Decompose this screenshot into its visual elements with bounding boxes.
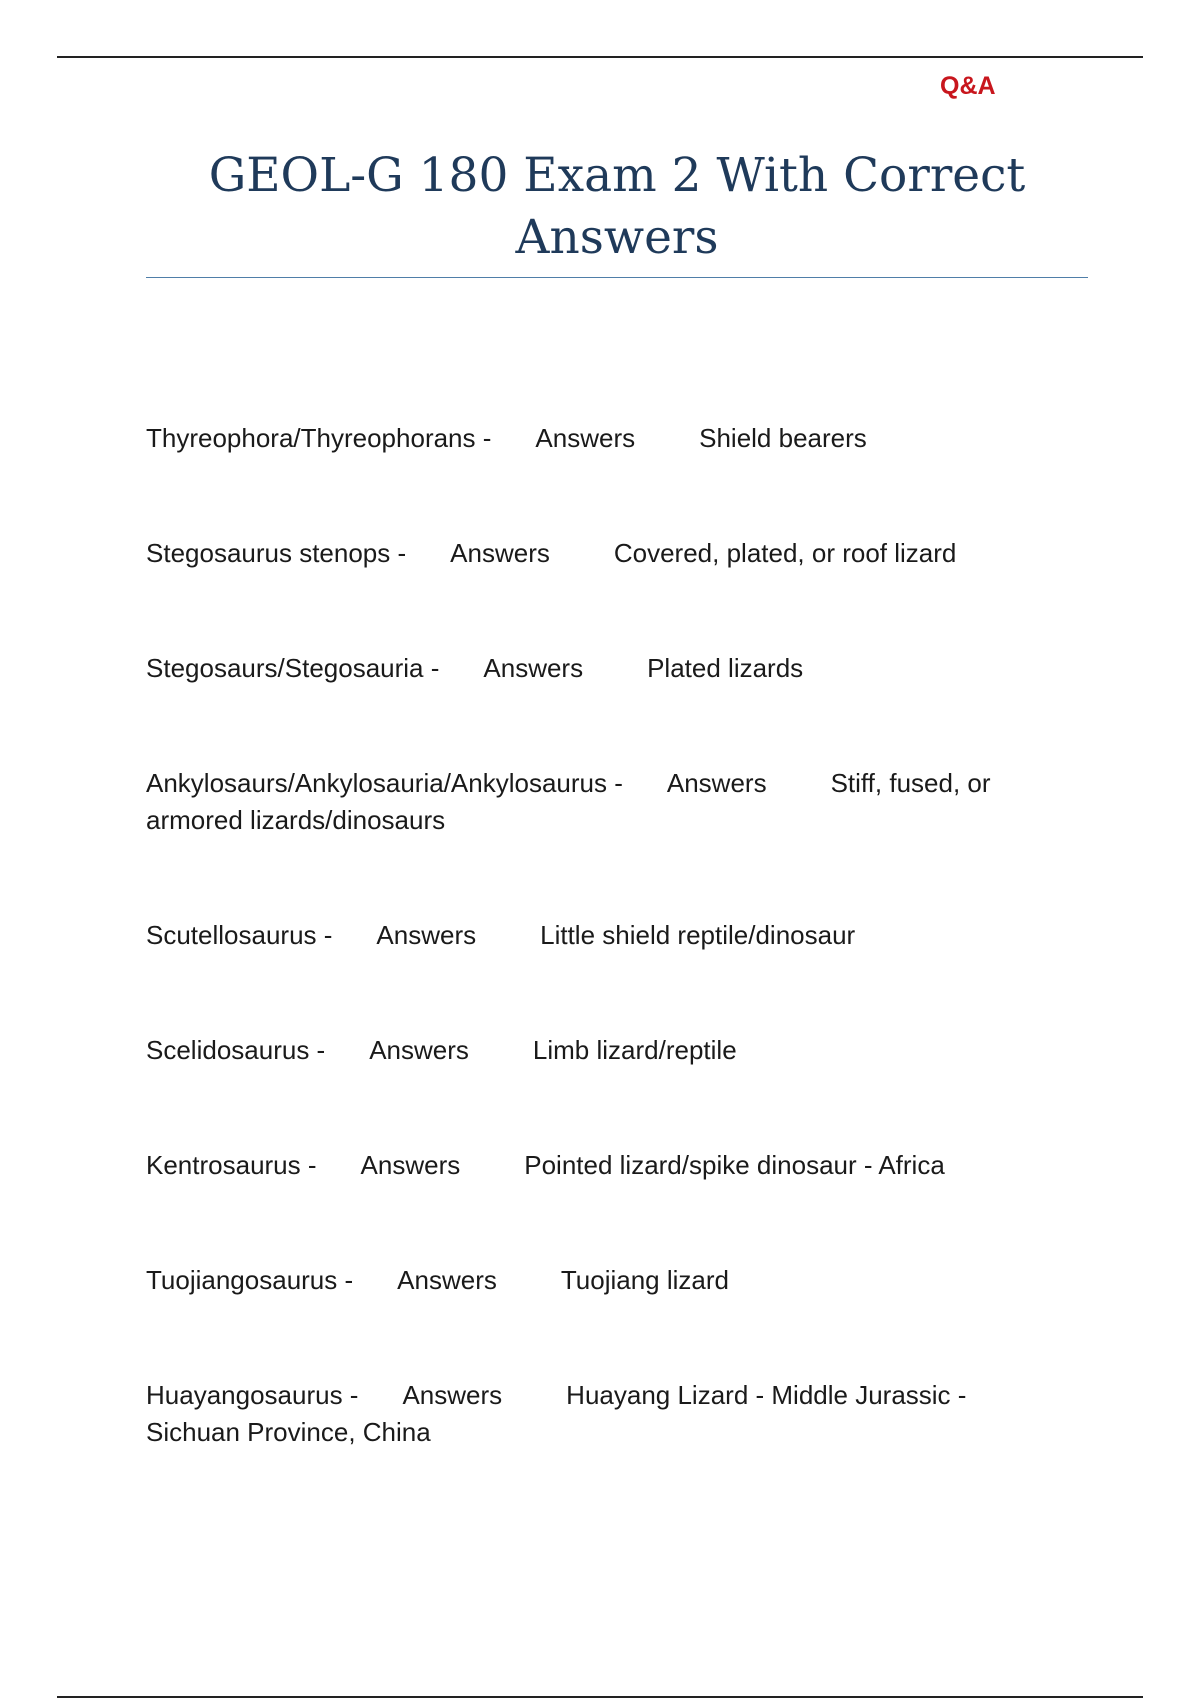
qa-label: Answers: [397, 1265, 497, 1295]
qa-term: Stegosaurus stenops -: [146, 538, 407, 568]
qa-item: [146, 765, 1066, 839]
qa-answer: Covered, plated, or roof lizard: [613, 538, 957, 568]
qa-label: Answers: [376, 920, 477, 950]
qa-answer: Plated lizards: [647, 653, 804, 683]
qa-term: Thyreophora/Thyreophorans -: [146, 423, 492, 453]
qa-term: Scelidosaurus -: [146, 1035, 326, 1065]
qa-answer: Shield bearers: [699, 423, 867, 453]
qa-answer: Limb lizard/reptile: [532, 1035, 737, 1065]
qa-item: [146, 650, 1066, 687]
qa-item: [146, 1032, 1066, 1069]
qa-item: [146, 1147, 1066, 1184]
top-rule: [57, 56, 1143, 58]
qa-term: Ankylosaurs/Ankylosauria/Ankylosaurus -: [146, 768, 623, 798]
qa-item: [146, 420, 1066, 457]
qa-term: Stegosaurs/Stegosauria -: [146, 653, 440, 683]
bottom-rule: [57, 1696, 1143, 1698]
qa-answer: Tuojiang lizard: [560, 1265, 729, 1295]
qa-list: [146, 420, 1066, 1529]
qa-label: Answers: [535, 423, 636, 453]
qa-label: Answers: [666, 768, 767, 798]
title-underline: [146, 277, 1088, 278]
qa-label: Answers: [360, 1150, 461, 1180]
qa-term: Tuojiangosaurus -: [146, 1265, 354, 1295]
qa-item: [146, 1262, 1066, 1299]
qa-tag: Q&A: [940, 72, 996, 100]
qa-label: Answers: [483, 653, 584, 683]
qa-answer: Stiff, fused, or armored lizards/dinosaurs: [146, 768, 991, 835]
qa-answer: Huayang Lizard - Middle Jurassic - Sichuan Province, China: [146, 1380, 967, 1447]
qa-item: [146, 917, 1066, 954]
qa-label: Answers: [402, 1380, 503, 1410]
qa-label: Answers: [369, 1035, 469, 1065]
qa-term: Kentrosaurus -: [146, 1150, 317, 1180]
qa-term: Huayangosaurus -: [146, 1380, 359, 1410]
qa-label: Answers: [450, 538, 550, 568]
page-title: GEOL-G 180 Exam 2 With Correct Answers: [208, 148, 1026, 265]
qa-answer: Little shield reptile/dinosaur: [540, 920, 856, 950]
qa-item: [146, 535, 1066, 572]
qa-term: Scutellosaurus -: [146, 920, 333, 950]
qa-item: [146, 1377, 1066, 1451]
qa-answer: Pointed lizard/spike dinosaur - Africa: [524, 1150, 945, 1180]
